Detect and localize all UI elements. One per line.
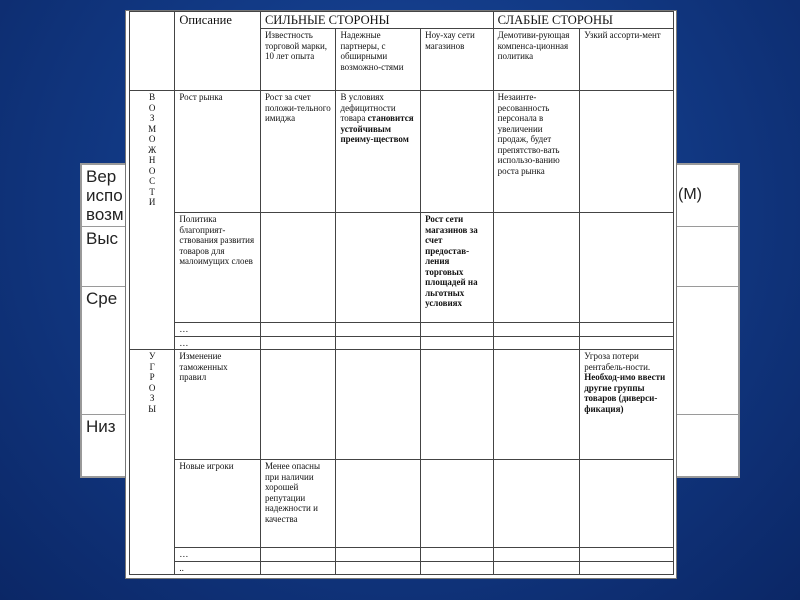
matrix-cell [336,91,421,213]
matrix-cell [336,350,421,460]
matrix-cell [260,561,336,575]
matrix-cell [580,213,674,323]
vertical-letter: И [148,197,156,207]
strength-item: Надежные партнеры, с обширными возможно-стями [336,29,421,91]
vertical-letter: Г [149,361,155,372]
weaknesses-header: СЛАБЫЕ СТОРОНЫ [493,12,673,29]
vertical-letter: Ы [148,403,157,414]
matrix-cell: Рост за счет положи-тельного имиджа [260,91,336,213]
opportunity-desc: … [175,323,261,337]
matrix-cell [421,460,494,548]
back-text: испо [86,186,123,205]
matrix-cell [580,350,674,460]
vertical-letter: С [149,176,156,186]
vertical-letter: Ж [148,144,157,155]
matrix-cell [260,213,336,323]
matrix-cell [580,561,674,575]
vertical-letter: В [149,92,156,102]
matrix-cell [421,336,494,350]
matrix-cell: Менее опасны при наличии хорошей репутации надежности и качества [260,460,336,548]
vertical-letter: О [148,165,156,176]
cell-text: Угроза потери рентабель-ности. [584,351,651,372]
description-header: Описание [175,12,261,91]
matrix-cell [421,561,494,575]
matrix-cell [336,561,421,575]
matrix-cell [421,548,494,562]
cell-text: В условиях дефицитности товара [340,92,396,123]
back-text: Вер [86,167,117,186]
matrix-cell [580,548,674,562]
threats-label [130,350,175,575]
vertical-letter: Т [149,186,155,197]
back-text: возм [86,205,124,224]
back-text: Низ [86,417,116,436]
matrix-cell [493,336,580,350]
matrix-cell [336,323,421,337]
matrix-cell [493,561,580,575]
matrix-cell [580,336,674,350]
matrix-cell [493,213,580,323]
matrix-cell [260,336,336,350]
matrix-cell [260,323,336,337]
vertical-letter: О [148,382,156,393]
opportunity-desc: Политика благоприят-ствования развития товаров для малоимущих слоев [175,213,261,323]
matrix-cell [260,548,336,562]
back-text: Сре [86,289,118,308]
vertical-letter: З [149,393,155,403]
matrix-cell: Рост сети магазинов за счет предостав-ления торговых площадей на льготных условиях [421,213,494,323]
strength-item: Известность торговой марки, 10 лет опыта [260,29,336,91]
vertical-letter: Р [149,372,155,382]
matrix-cell [421,350,494,460]
threat-desc: .. [175,561,261,575]
matrix-cell [336,336,421,350]
matrix-cell [493,548,580,562]
vertical-letter: М [148,123,157,134]
cell-text-bold: становится устойчивым преиму-ществом [340,113,414,144]
vertical-letter: О [148,102,156,113]
strengths-header: СИЛЬНЫЕ СТОРОНЫ [260,12,493,29]
matrix-cell [260,350,336,460]
matrix-cell [580,323,674,337]
swot-table-card [125,10,677,579]
matrix-cell [336,460,421,548]
vertical-letter: О [148,134,156,144]
opportunity-desc: Рост рынка [175,91,261,213]
vertical-letter: Н [148,155,156,165]
weakness-item: Демотиви-рующая компенса-ционная политика [493,29,580,91]
matrix-cell [493,350,580,460]
matrix-cell [336,548,421,562]
back-text: Выс [86,229,119,248]
weakness-item: Узкий ассорти-мент [580,29,674,91]
threat-desc: … [175,548,261,562]
matrix-cell [421,323,494,337]
corner-cell [130,12,175,91]
opportunity-desc: … [175,336,261,350]
vertical-letter: З [149,113,155,123]
matrix-cell: Незаинтe-ресованность персонала в увеличении продаж, будет препятство-вать использо-ванию роста рынка [493,91,580,213]
matrix-cell [580,91,674,213]
vertical-letter: У [148,351,156,361]
swot-table [129,11,674,575]
cell-text-bold: Необход-имо ввести другие группы товаров (диверси-фикация) [584,372,666,414]
matrix-cell [336,213,421,323]
back-right-label: (M) [678,186,702,203]
threat-desc: Новые игроки [175,460,261,548]
threat-desc: Изменение таможенных правил [175,350,261,460]
matrix-cell [421,91,494,213]
matrix-cell [580,460,674,548]
matrix-cell [493,323,580,337]
opportunities-label [130,91,175,350]
matrix-cell [493,460,580,548]
strength-item: Ноу-хау сети магазинов [421,29,494,91]
